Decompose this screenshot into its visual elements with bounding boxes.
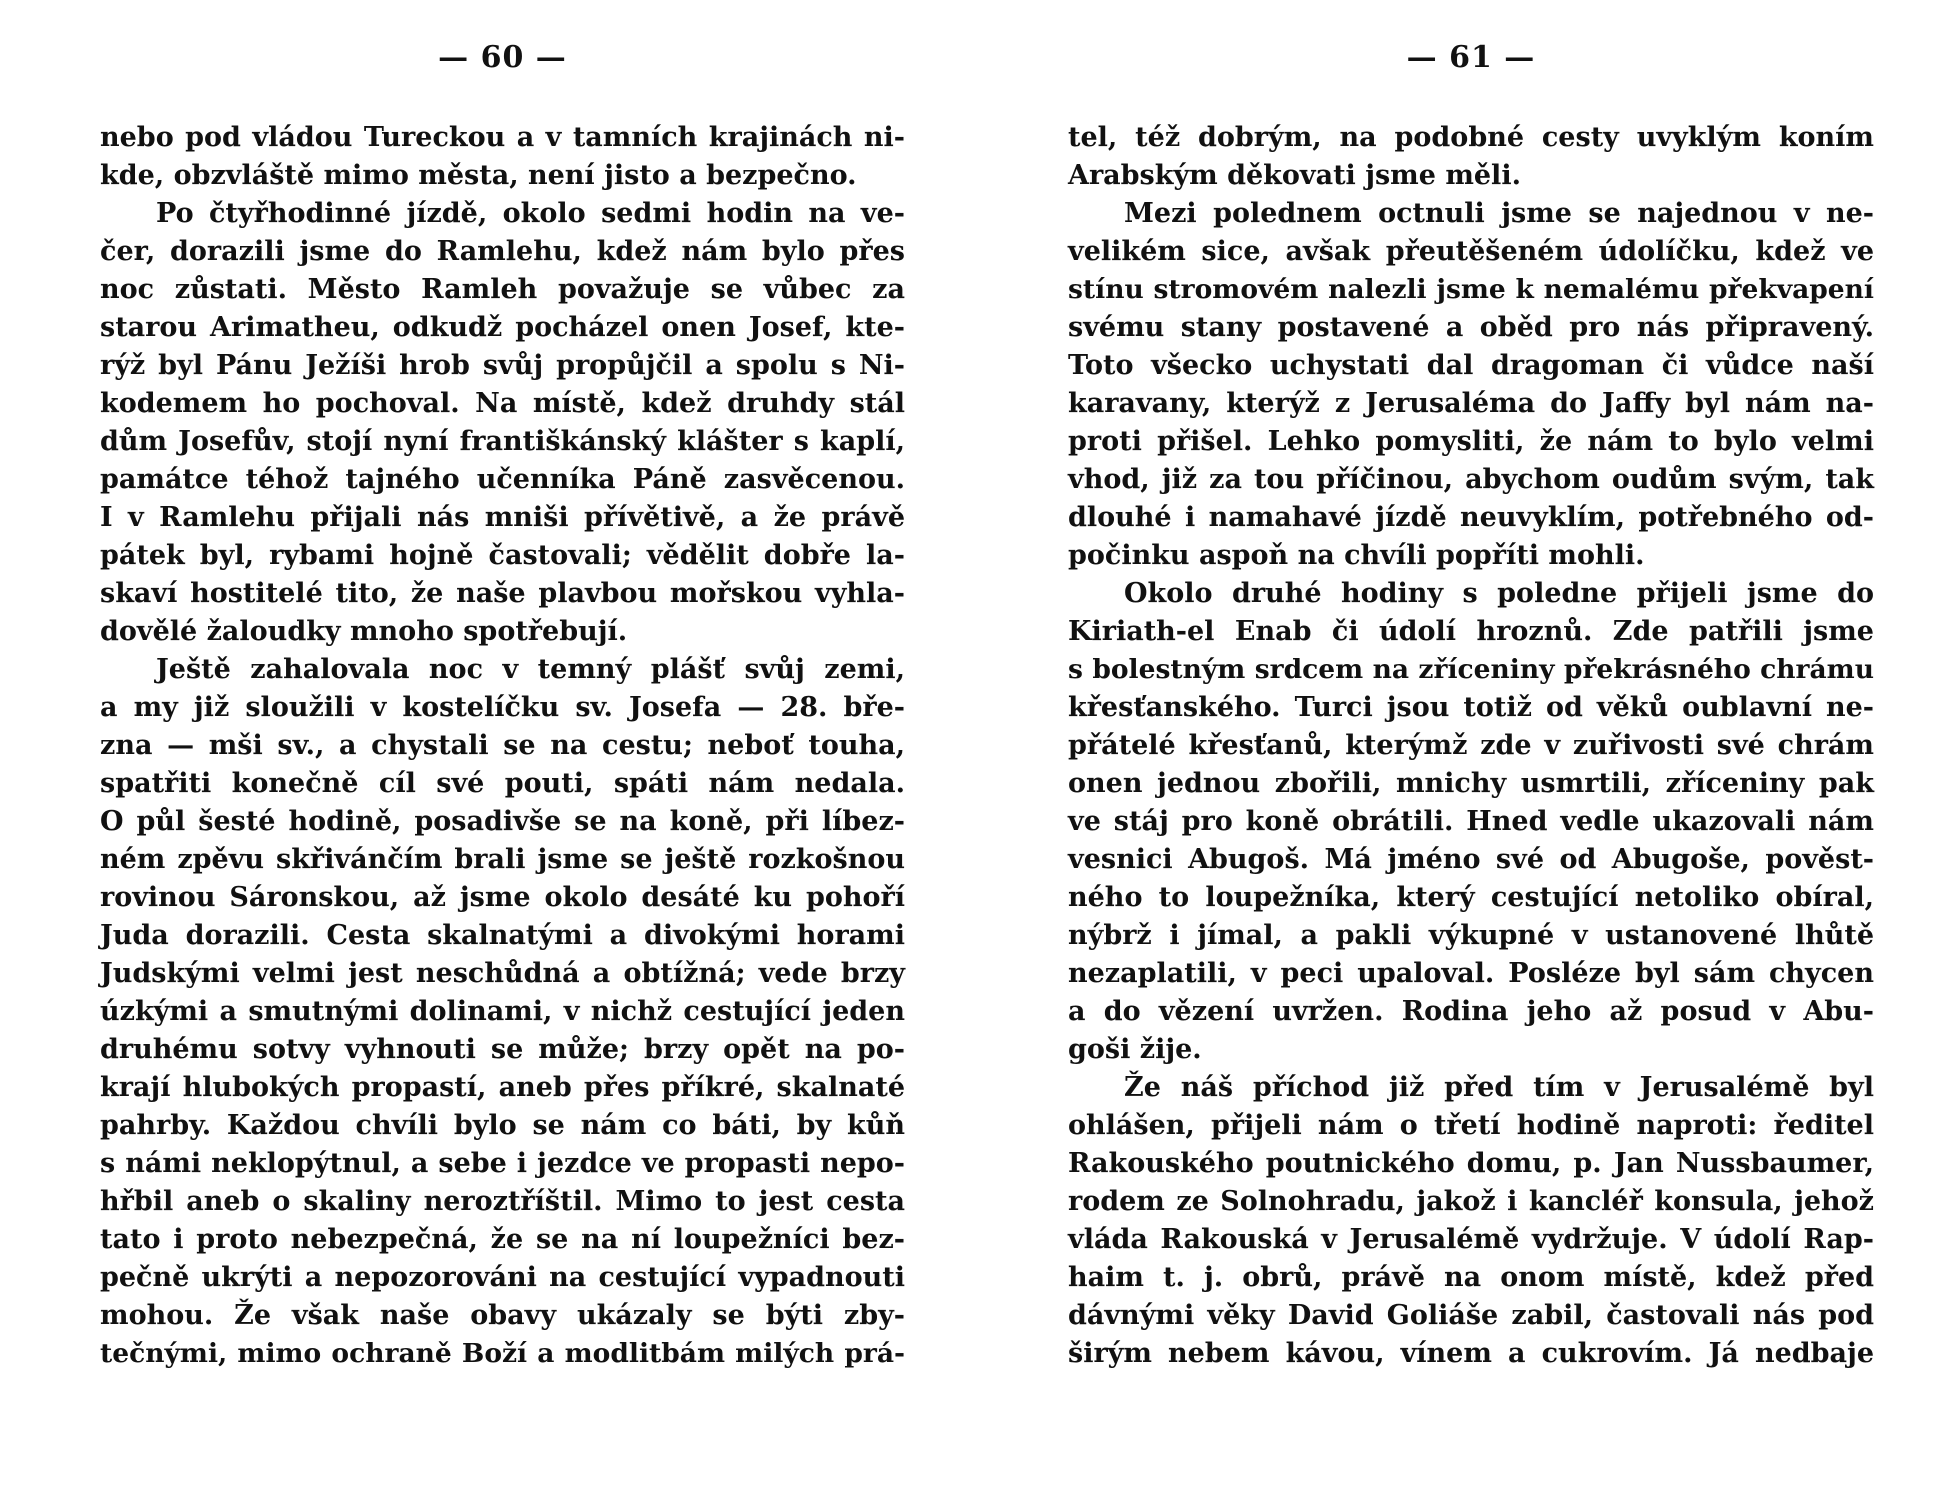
text-line: úzkými a smutnými dolinami, v nichž cestující jeden [100,996,905,1027]
text-line: a do vězení uvržen. Rodina jeho až posud v Abu- [1068,996,1874,1027]
text-line: dlouhé i namahavé jízdě neuvyklím, potřebného od- [1068,502,1874,533]
text-line: spatřiti konečně cíl své pouti, spáti nám nedala. [100,768,905,799]
text-line: Juda dorazili. Cesta skalnatými a divokými horami [100,920,905,951]
page-number-60: — 60 — [438,40,567,75]
text-line: nezaplatili, v peci upaloval. Posléze byl sám chycen [1068,958,1874,989]
text-line: zna — mši sv., a chystali se na cestu; neboť touha, [100,730,905,761]
text-line: památce téhož tajného učenníka Páně zasvěcenou. [100,464,905,495]
text-line: dovělé žaloudky mnoho spotřebují. [100,616,628,647]
text-line: druhému sotvy vyhnouti se může; brzy opět na po- [100,1034,905,1065]
text-line: mohou. Že však naše obavy ukázaly se býti zby- [100,1300,905,1331]
text-line: rýž byl Pánu Ježíši hrob svůj propůjčil a spolu s Ni- [100,350,905,381]
text-line: s námi neklopýtnul, a sebe i jezdce ve propasti nepo- [100,1148,905,1179]
text-line: Rakouského poutnického domu, p. Jan Nussbaumer, [1068,1148,1874,1179]
text-line: stínu stromovém nalezli jsme k nemalému překvapení [1068,274,1874,305]
text-line: s bolestným srdcem na zříceniny překrásného chrámu [1068,654,1874,685]
text-line: rovinou Sáronskou, až jsme okolo desáté ku pohoří [100,882,905,913]
text-line: dům Josefův, stojí nyní františkánský klášter s kaplí, [100,426,905,457]
text-line: Mezi polednem octnuli jsme se najednou v ne- [1124,198,1874,229]
text-line: Kiriath-el Enab či údolí hroznů. Zde patřili jsme [1068,616,1874,647]
text-line: Ještě zahalovala noc v temný plášť svůj zemi, [156,654,905,685]
text-line: tečnými, mimo ochraně Boží a modlitbám milých prá- [100,1338,905,1369]
text-line: pátek byl, rybami hojně častovali; vědělit dobře la- [100,540,905,571]
text-line: Judskými velmi jest neschůdná a obtížná; vede brzy [100,958,905,989]
text-line: starou Arimatheu, odkudž pocházel onen Josef, kte- [100,312,905,343]
text-line: počinku aspoň na chvíli popříti mohli. [1068,540,1645,571]
text-line: a my již sloužili v kostelíčku sv. Josefa — 28. bře- [100,692,905,723]
text-line: dávnými věky David Goliáše zabil, častovali nás pod [1068,1300,1874,1331]
text-line: vesnici Abugoš. Má jméno své od Abugoše, pověst- [1068,844,1874,875]
text-line: svému stany postavené a oběd pro nás připravený. [1068,312,1874,343]
text-line: velikém sice, avšak přeutěšeném údolíčku, kdež ve [1068,236,1874,267]
text-line: vhod, již za tou příčinou, abychom oudům svým, tak [1068,464,1874,495]
page-number-61: — 61 — [1406,40,1536,75]
text-line: karavany, kterýž z Jerusaléma do Jaffy byl nám na- [1068,388,1874,419]
text-line: goši žije. [1068,1034,1202,1065]
text-line: ve stáj pro koně obrátili. Hned vedle ukazovali nám [1068,806,1874,837]
text-line: Že náš příchod již před tím v Jerusalémě byl [1124,1072,1874,1103]
text-line: čer, dorazili jsme do Ramlehu, kdež nám bylo přes [100,236,905,267]
left-page [100,0,905,1500]
text-line: hřbil aneb o skaliny neroztříštil. Mimo to jest cesta [100,1186,905,1217]
text-line: Arabským děkovati jsme měli. [1068,160,1521,191]
text-line: vláda Rakouská v Jerusalémě vydržuje. V údolí Rap- [1068,1224,1874,1255]
text-line: Okolo druhé hodiny s poledne přijeli jsme do [1124,578,1874,609]
text-line: krají hlubokých propastí, aneb přes příkré, skalnaté [100,1072,905,1103]
text-line: kodemem ho pochoval. Na místě, kdež druhdy stál [100,388,905,419]
text-line: širým nebem kávou, vínem a cukrovím. Já nedbaje [1068,1338,1874,1369]
text-line: Po čtyřhodinné jízdě, okolo sedmi hodin na ve- [156,198,905,229]
text-line: Toto všecko uchystati dal dragoman či vůdce naší [1068,350,1874,381]
text-line: ného to loupežníka, který cestující netoliko obíral, [1068,882,1874,913]
text-line: tato i proto nebezpečná, že se na ní loupežníci bez- [100,1224,905,1255]
text-line: tel, též dobrým, na podobné cesty uvyklým koním [1068,122,1874,153]
text-line: pečně ukrýti a nepozorováni na cestující vypadnouti [100,1262,905,1293]
text-line: proti přišel. Lehko pomysliti, že nám to bylo velmi [1068,426,1874,457]
text-line: přátelé křesťanů, kterýmž zde v zuřivosti své chrám [1068,730,1874,761]
text-line: rodem ze Solnohradu, jakož i kancléř konsula, jehož [1068,1186,1874,1217]
text-line: noc zůstati. Město Ramleh považuje se vůbec za [100,274,905,305]
text-line: O půl šesté hodině, posadivše se na koně, při líbez- [100,806,905,837]
text-line: kde, obzvláště mimo města, není jisto a bezpečno. [100,160,857,191]
right-page-text [1068,119,1874,1373]
right-page [1068,0,1874,1500]
text-line: nebo pod vládou Tureckou a v tamních krajinách ni- [100,122,905,153]
left-page-text [100,119,905,1373]
text-line: onen jednou zbořili, mnichy usmrtili, zříceniny pak [1068,768,1874,799]
text-line: haim t. j. obrů, právě na onom místě, kdež před [1068,1262,1874,1293]
text-line: nýbrž i jímal, a pakli výkupné v ustanovené lhůtě [1068,920,1874,951]
text-line: ném zpěvu skřivánčím brali jsme se ještě rozkošnou [100,844,905,875]
text-line: křesťanského. Turci jsou totiž od věků oublavní ne- [1068,692,1874,723]
text-line: I v Ramlehu přijali nás mniši přívětivě, a že právě [100,502,905,533]
text-line: pahrby. Každou chvíli bylo se nám co báti, by kůň [100,1110,905,1141]
text-line: skaví hostitelé tito, že naše plavbou mořskou vyhla- [100,578,905,609]
text-line: ohlášen, přijeli nám o třetí hodině naproti: ředitel [1068,1110,1874,1141]
